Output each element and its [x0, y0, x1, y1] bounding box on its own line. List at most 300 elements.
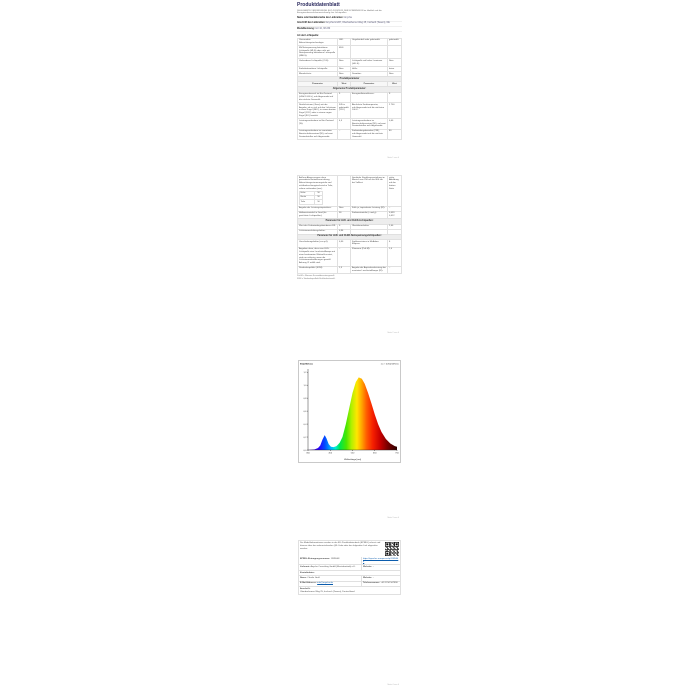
qr-module	[390, 545, 391, 546]
value-cell: siehe Abbildung auf der letzten Seite	[387, 176, 401, 206]
qr-module	[398, 549, 399, 550]
qr-module	[394, 544, 395, 545]
qr-module	[391, 545, 392, 546]
page-footer: Seite 1 von 4	[387, 157, 399, 159]
column-header: Wert	[337, 82, 350, 86]
qr-module	[394, 549, 395, 550]
table-row	[298, 229, 401, 234]
qr-module	[395, 555, 396, 556]
eprel-row	[299, 557, 400, 564]
dimension-value: 56	[314, 192, 322, 195]
contact-website-value: –	[372, 577, 374, 580]
email-label: E-Mail-Adresse:	[300, 582, 317, 585]
qr-module	[390, 555, 391, 556]
value-cell: 1,0	[387, 248, 401, 266]
value-cell: –	[337, 248, 350, 266]
qr-module	[390, 553, 391, 554]
parameter-cell: Verbundene Lichtquelle (CLS):	[299, 60, 329, 62]
parameter-cell: Blendschutz:	[299, 72, 312, 75]
qr-module	[394, 552, 395, 553]
contact-name-value: Charlie Groß	[307, 577, 320, 580]
qr-module	[390, 551, 391, 552]
qr-module	[387, 547, 388, 548]
qr-module	[394, 547, 395, 548]
qr-module	[394, 553, 395, 554]
qr-code[interactable]	[385, 542, 399, 556]
value-cell: –	[387, 207, 401, 211]
qr-module	[397, 549, 398, 550]
x-axis-label: Wellenlänge [nm]	[344, 459, 361, 461]
qr-module	[394, 551, 395, 552]
spectrum-area	[308, 377, 397, 450]
qr-module	[391, 553, 392, 554]
tick-label: 0,6	[303, 410, 307, 413]
value-cell: F	[387, 93, 401, 102]
value-cell: Nein	[387, 59, 401, 66]
qr-module	[390, 549, 391, 550]
supplier-row	[299, 564, 400, 569]
qr-module	[392, 543, 393, 544]
dimension-label: Tiefe	[300, 200, 306, 203]
address-value: Oberbacherner Weg 25, Irschach (Tauern), Deutschland	[300, 590, 355, 593]
page-footer: Seite 2 von 4	[387, 332, 399, 334]
qr-module	[386, 547, 387, 548]
parameter-cell: Leistungsaufnahme im Ein-Zustand (W):	[299, 119, 334, 125]
value-cell: Nein	[337, 72, 350, 76]
value-cell	[337, 176, 350, 206]
table-row	[298, 266, 401, 274]
table-row	[298, 66, 401, 71]
qr-module	[394, 551, 395, 552]
qr-module	[395, 549, 396, 550]
parameter-cell	[350, 230, 387, 234]
dimension-label: Breite	[300, 196, 307, 199]
tick-label: 750	[395, 452, 399, 455]
chart-legend: 1,1 × 0,85(mW/nm)	[380, 363, 399, 366]
qr-module	[390, 551, 391, 552]
qr-module	[394, 545, 395, 546]
supplier-label: Lieferant:	[300, 566, 310, 569]
dimension-row	[300, 199, 322, 203]
qr-module	[398, 555, 399, 556]
qr-module	[397, 547, 398, 548]
table-row	[298, 118, 401, 128]
value-cell: 0,00	[387, 119, 401, 128]
qr-module	[386, 550, 387, 551]
dimensions-table	[299, 191, 323, 205]
table-row	[298, 71, 401, 76]
qr-module	[394, 550, 395, 551]
value-cell: Nein	[387, 72, 401, 76]
page-4	[297, 540, 402, 595]
qr-module	[386, 549, 387, 550]
qr-module	[392, 547, 393, 548]
qr-module	[390, 543, 391, 544]
qr-module	[394, 555, 395, 556]
qr-module	[390, 547, 391, 548]
parameter-cell: Verwendete Beleuchtungstechnologie:	[299, 39, 325, 44]
dimension-value: 50	[314, 196, 322, 199]
qr-module	[397, 552, 398, 553]
qr-module	[392, 550, 393, 551]
qr-module	[390, 545, 391, 546]
eprel-info-table	[298, 540, 401, 595]
parameter-cell: Angabe der Leistungsäquivalenz:	[299, 207, 332, 210]
contact-email-row	[299, 581, 400, 586]
parameter-cell: Leistungsaufnahme im Bereitschaftszustand (W), auf zwei Dezimalstellen auf-/abgerundet:	[352, 119, 386, 128]
y-axis-label: Φλ[mW/nm]	[300, 363, 313, 366]
qr-module	[394, 549, 395, 550]
supplier-name-value: Anycha	[344, 17, 352, 20]
qr-module	[393, 544, 394, 545]
contact-name-label: Name:	[300, 577, 307, 580]
value-cell	[387, 230, 401, 234]
address-label: Anschrift:	[300, 587, 311, 590]
dimension-row	[300, 192, 322, 195]
qr-module	[396, 553, 397, 554]
table-row	[298, 224, 401, 229]
spectral-distribution-chart	[298, 360, 401, 463]
source-type-heading: Art der Lichtquelle:	[297, 33, 319, 37]
qr-module	[398, 555, 399, 556]
parameter-cell: Flimmern (PstLM):	[350, 248, 387, 266]
parameter-cell: Farbkonsistenz in McAdam-Ellipsen:	[350, 240, 387, 247]
parameter-cell: Farbwertanteile (x und y):	[350, 212, 387, 219]
dimension-label: Höhe	[300, 192, 306, 195]
qr-module	[387, 549, 388, 550]
qr-module	[394, 542, 395, 543]
footnote: SVM = Stroboskopeffekt-Sichtbarkeitsmaß.	[297, 277, 336, 280]
qr-module	[386, 549, 387, 550]
parameter-cell: Farbabstimmbare Lichtquelle:	[299, 67, 328, 70]
qr-module	[390, 553, 391, 554]
qr-module	[388, 549, 389, 550]
qr-module	[393, 553, 394, 554]
qr-module	[394, 543, 395, 544]
value-cell: 1,3	[337, 267, 350, 274]
table-row	[298, 58, 401, 66]
parameter-cell: Energieverbrauch im Ein-Zustand (kWh/1 000 h), auf-/abgerundet auf die nächste Ganzzahl:	[299, 93, 334, 101]
qr-module	[396, 554, 397, 555]
qr-module	[385, 549, 386, 550]
value-cell: 36	[337, 212, 350, 219]
parameters-table-continued	[297, 175, 402, 274]
phone-value: +49 1234 567890	[380, 582, 398, 585]
intro-row	[299, 541, 400, 557]
supplier-cell	[299, 565, 361, 569]
contact-name-row	[299, 575, 400, 580]
tick-label: 1,0	[303, 385, 307, 387]
parameter-cell: Halbwertswinkel in Grad (für gerichtete Lichtquellen):	[299, 212, 327, 218]
source-type-table	[297, 38, 402, 77]
qr-module	[392, 555, 393, 556]
parameter-cell: Lichtstromerhaltungsfaktor:	[299, 230, 326, 233]
tick-label: 450	[328, 452, 332, 455]
qr-module	[388, 548, 389, 549]
address-cell	[299, 587, 400, 594]
parameter-cell: Spektrale Strahlungsverteilung im Bereich von 250 nm bis 800 nm bei Volllast:	[350, 176, 387, 206]
qr-module	[394, 546, 395, 547]
value-cell: 6	[387, 240, 401, 247]
qr-module	[391, 546, 392, 547]
tick-label: 0,0	[303, 449, 307, 452]
qr-module	[398, 549, 399, 550]
parameter-cell: Falls ja, äquivalente Leistung (W):	[350, 207, 387, 211]
qr-module	[392, 546, 393, 547]
qr-module	[392, 553, 393, 554]
eprel-link-cell	[361, 557, 400, 564]
website-value: –	[372, 566, 374, 569]
column-header: Parameter	[350, 82, 387, 86]
table-row	[298, 206, 401, 211]
address-row	[299, 586, 400, 594]
parameter-cell: Angabe der Äquivalenzleistung der ersetzten Leuchtstofflampe (W):	[352, 267, 386, 272]
qr-module	[394, 555, 395, 556]
column-header-row	[298, 81, 401, 86]
qr-module	[390, 553, 391, 554]
qr-module	[386, 551, 387, 552]
dimensions-label: Äußere Abmessungen ohne gesonderte Betriebsvorrichtung, Beleuchtungssteuerungsteile und nichtbeleuchtungstechnische Teile, sofern vorhanden (mm):	[299, 176, 333, 190]
value-cell: –	[337, 130, 350, 139]
qr-module	[390, 543, 391, 544]
supplier-address-label: Anschrift des Lieferanten:	[297, 22, 326, 25]
table-row	[298, 239, 401, 247]
led-oled-section-header: Parameter für LED- und OLED-Lichtquellen:	[298, 218, 401, 223]
value-cell: Nein	[337, 207, 350, 211]
qr-module	[393, 546, 394, 547]
value-cell: 2 700	[387, 103, 401, 118]
parameter-cell: Lichtquelle mit hoher Luminanz (HLLS):	[350, 59, 387, 66]
dimension-value: 50	[314, 200, 322, 203]
qr-module	[396, 547, 397, 548]
qr-module	[398, 549, 399, 550]
qr-module	[394, 553, 395, 554]
qr-module	[390, 549, 391, 550]
qr-module	[391, 555, 392, 556]
qr-module	[397, 551, 398, 552]
qr-module	[393, 554, 394, 555]
contact-website-cell	[361, 576, 400, 580]
qr-module	[395, 553, 396, 554]
parameter-cell: Ungebündelt oder gebündelt:	[350, 39, 387, 46]
qr-module	[397, 548, 398, 549]
qr-module	[388, 549, 389, 550]
phone-cell	[361, 582, 400, 586]
qr-module	[394, 553, 395, 554]
qr-module	[397, 555, 398, 556]
parameter-cell: Nutzlichtstrom (Φuse) mit der Angabe, ob er sich auf den Lichtstrom in einer Kugel (360°), in einem breiten Kegel (120°) oder in einem engen Kegel (90°) bezieht:	[299, 103, 336, 117]
supplier-value: Anycha Consulting GmbH (Musterbetrieb) e.K.	[310, 566, 356, 569]
qr-module	[392, 552, 393, 553]
eprel-number-value: 1385548	[330, 557, 340, 560]
dimension-row	[300, 195, 322, 199]
value-cell: keine	[387, 67, 401, 71]
value-cell: 0,459 0,412	[387, 212, 401, 219]
qr-module	[398, 553, 399, 554]
qr-module	[392, 543, 393, 544]
qr-module	[392, 549, 393, 550]
qr-module	[392, 542, 393, 543]
tick-label: 1,2	[303, 372, 307, 375]
value-cell: 5	[337, 93, 350, 102]
table-row	[298, 247, 401, 266]
model-id-label: Modellkennung:	[297, 27, 315, 30]
qr-module	[392, 543, 393, 544]
qr-module	[393, 551, 394, 552]
qr-module	[390, 555, 391, 556]
parameter-cell: Angaben dazu, dass eine LED-Lichtquelle eine Leuchtstofflampe mit einer bestimmten Wattzahl ersetzt, sind nur zulässig, wenn die Lichtstromanforderungen gemäß Anhang VI erfüllt sind:	[299, 248, 335, 265]
value-cell: 345 in gebündelt (120°)	[337, 103, 350, 118]
qr-module	[391, 548, 392, 549]
qr-module	[398, 548, 399, 549]
table-row	[298, 39, 401, 46]
qr-module	[388, 549, 389, 550]
qr-module	[397, 551, 398, 552]
parameter-cell: Wert des Farbwiedergabeindexes R9:	[299, 225, 336, 228]
qr-module	[392, 545, 393, 546]
value-cell: 1,00	[387, 225, 401, 229]
qr-module	[393, 549, 394, 550]
supplier-name-label: Name oder Handelsmarke des Lieferanten:	[297, 17, 344, 20]
phone-label: Telefonnummer:	[363, 582, 380, 585]
value-cell: 0	[337, 225, 350, 229]
qr-module	[393, 547, 394, 548]
qr-module	[396, 553, 397, 554]
intro-text: Die Modellinformationen wurden in der EU-Produktdatenbank (EPREL) erfasst und können über den nebenstehenden QR-Code oder den folgenden Link abgerufen werden.	[300, 542, 381, 550]
qr-module	[396, 550, 397, 551]
qr-module	[394, 543, 395, 544]
qr-module	[398, 552, 399, 553]
eprel-link[interactable]: https://eprel.ec.europa.eu/qr/1385548	[363, 557, 399, 563]
value-cell: Nein	[337, 59, 350, 66]
parameter-cell	[350, 46, 387, 58]
qr-module	[397, 553, 398, 554]
value-cell	[387, 46, 401, 58]
table-row	[298, 92, 401, 102]
parameter-cell: Ähnlichste Farbtemperatur, auf-/abgerundet auf die nächsten 100 K:	[350, 103, 387, 118]
qr-module	[386, 543, 388, 545]
qr-module	[394, 547, 395, 548]
email-cell	[299, 582, 361, 586]
general-parameters-header: Allgemeine Produktparameter:	[298, 86, 401, 91]
qr-module	[390, 544, 391, 545]
model-id-row	[297, 27, 402, 32]
tick-label: 350	[306, 452, 310, 455]
qr-module	[387, 551, 388, 552]
regulation-reference: DELEGIERTE VERORDNUNG (EU) 2019/2015 DER KOMMISSION im Hinblick auf die Energieverbrauchskennzeichnung von Lichtquellen	[297, 9, 382, 15]
contact-name-cell	[299, 576, 361, 580]
parameter-cell: Stroboskopeffekt (SVM):	[299, 267, 323, 270]
qr-module	[387, 549, 388, 550]
qr-module	[387, 550, 388, 551]
value-cell: Nein	[337, 67, 350, 71]
qr-module	[389, 550, 390, 551]
qr-module	[394, 555, 395, 556]
qr-module	[397, 555, 398, 556]
page-footer: Seite 4 von 4	[387, 684, 399, 686]
value-cell: MLS	[337, 46, 350, 58]
eprel-number-label: EPREL-Eintragungsnummer:	[300, 557, 331, 560]
parameter-cell: Farbwiedergabeindex (CRI), auf-/abgerundet auf die nächste Ganzzahl:	[350, 130, 387, 139]
page-1	[297, 2, 402, 140]
model-id-value: GU 10, 38 230	[315, 27, 331, 30]
datasheet-document	[297, 0, 402, 700]
qr-module	[391, 543, 392, 544]
parameter-cell: Hülle:	[350, 67, 387, 71]
table-row	[298, 176, 401, 206]
qr-module	[394, 548, 395, 549]
qr-module	[396, 549, 397, 550]
qr-module	[394, 549, 395, 550]
tick-label: 650	[373, 452, 377, 455]
qr-module	[394, 554, 395, 555]
qr-module	[390, 554, 391, 555]
table-row	[298, 102, 401, 118]
page-footer: Seite 3 von 4	[387, 517, 399, 519]
qr-module	[394, 548, 395, 549]
qr-module	[395, 549, 396, 550]
qr-module	[389, 547, 390, 548]
page-2	[297, 175, 402, 280]
qr-module	[396, 553, 397, 554]
contact-website-label: Website:	[363, 577, 373, 580]
parameter-cell: Dimmbar:	[350, 72, 387, 76]
email-link[interactable]: info@anycha.de	[317, 582, 333, 585]
parameter-cell: Verschiebungsfaktor (cos φ1):	[299, 240, 329, 243]
website-cell	[361, 565, 400, 569]
eprel-number-cell	[299, 557, 361, 564]
qr-module	[387, 547, 388, 548]
contact-heading-row	[299, 570, 400, 575]
qr-module	[390, 544, 391, 545]
qr-module	[396, 543, 398, 545]
qr-module	[392, 549, 393, 550]
parameter-cell	[298, 176, 337, 206]
qr-module	[386, 547, 387, 548]
table-row	[298, 211, 401, 219]
qr-module	[391, 549, 392, 550]
qr-module	[397, 550, 398, 551]
column-header: Wert	[387, 82, 401, 86]
product-parameters-table	[297, 77, 402, 140]
qr-module	[390, 551, 391, 552]
qr-module	[390, 552, 391, 553]
spectrum-svg	[299, 361, 400, 462]
qr-module	[385, 549, 386, 550]
qr-module	[396, 551, 397, 552]
qr-module	[390, 547, 391, 548]
qr-module	[390, 546, 391, 547]
contact-heading-cell	[299, 571, 400, 575]
qr-module	[389, 549, 390, 550]
column-header: Parameter	[312, 83, 323, 86]
qr-module	[386, 553, 388, 555]
website-label: Website:	[363, 566, 373, 569]
tick-label: 550	[350, 452, 355, 455]
qr-module	[394, 551, 395, 552]
parameter-cell: Leistungsaufnahme im vernetzten Bereitschaftszustand (W), auf zwei Dezimalstellen auf-/abgerundet:	[299, 130, 333, 138]
page-title: Produktdatenblatt	[297, 2, 340, 8]
qr-module	[397, 553, 398, 554]
supplier-address-value: Anycha GmbH, Oberbacherner Weg 25, Irschach (Tauern), DE	[325, 22, 390, 25]
parameter-cell: Überlebensfaktor:	[350, 225, 387, 229]
tick-label: 0,2	[303, 436, 307, 439]
qr-module	[397, 554, 398, 555]
parameter-cell: Mit Netzspannung betriebene Lichtquelle (MLS) oder nicht mit Netzspannung betriebene Lichtquelle (NMLS):	[299, 46, 336, 58]
qr-module	[397, 549, 398, 550]
value-cell: 0,96	[337, 230, 350, 234]
qr-module	[392, 553, 393, 554]
